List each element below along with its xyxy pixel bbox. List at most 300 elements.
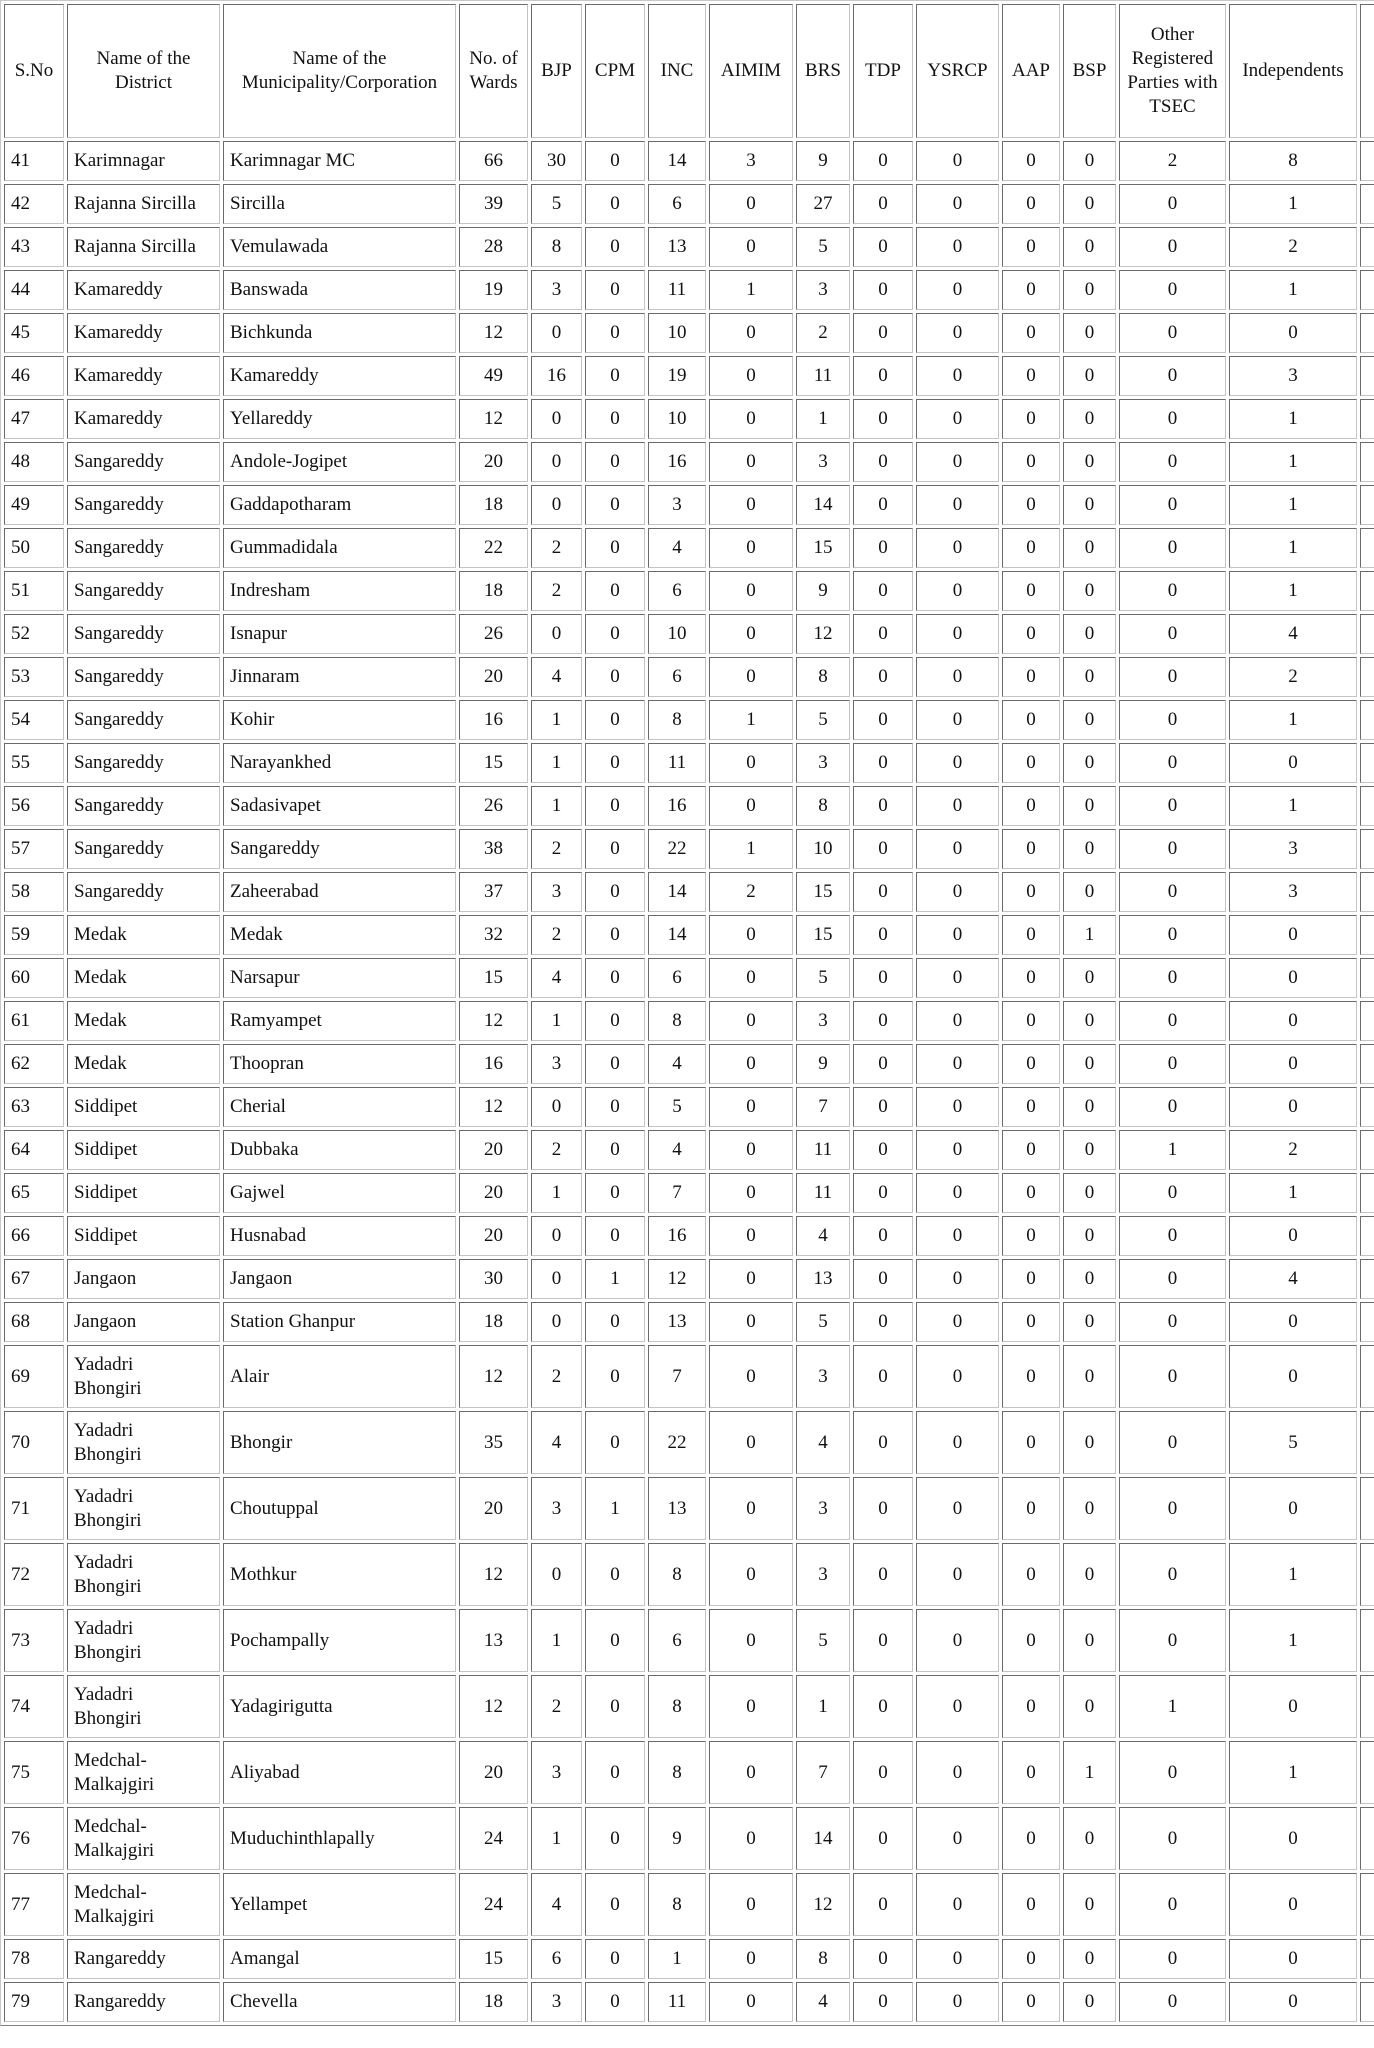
cell-aimim: 0 (709, 1411, 793, 1474)
cell-inc: 6 (648, 1609, 706, 1672)
cell-aimim: 0 (709, 1741, 793, 1804)
cell-tdp: 0 (853, 1001, 913, 1041)
cell-bjp: 0 (531, 442, 582, 482)
cell-cutoff-column (1360, 700, 1374, 740)
cell-brs: 14 (796, 1807, 850, 1870)
cell-aap: 0 (1002, 915, 1060, 955)
cell-ysrcp: 0 (916, 1259, 999, 1299)
header-cutoff-column (1360, 4, 1374, 138)
cell-tdp: 0 (853, 1259, 913, 1299)
cell-municipality: Pochampally (223, 1609, 456, 1672)
cell-bjp: 3 (531, 872, 582, 912)
cell-bsp: 0 (1063, 1675, 1116, 1738)
cell-wards: 20 (459, 657, 528, 697)
cell-tdp: 0 (853, 1741, 913, 1804)
cell-district: Jangaon (67, 1259, 220, 1299)
header-bjp: BJP (531, 4, 582, 138)
cell-other-parties: 1 (1119, 1675, 1226, 1738)
cell-independents: 1 (1229, 485, 1357, 525)
cell-bjp: 1 (531, 700, 582, 740)
cell-tdp: 0 (853, 657, 913, 697)
cell-brs: 4 (796, 1411, 850, 1474)
cell-bjp: 5 (531, 184, 582, 224)
cell-district: Medchal-Malkajgiri (67, 1873, 220, 1936)
cell-other-parties: 0 (1119, 614, 1226, 654)
cell-sno: 55 (4, 743, 64, 783)
cell-sno: 63 (4, 1087, 64, 1127)
cell-bsp: 0 (1063, 1982, 1116, 2022)
cell-brs: 3 (796, 1543, 850, 1606)
table-row (4, 700, 1374, 740)
cell-cutoff-column (1360, 657, 1374, 697)
cell-tdp: 0 (853, 1345, 913, 1408)
cell-ysrcp: 0 (916, 227, 999, 267)
header-bsp: BSP (1063, 4, 1116, 138)
cell-ysrcp: 0 (916, 184, 999, 224)
cell-independents: 0 (1229, 958, 1357, 998)
cell-ysrcp: 0 (916, 571, 999, 611)
cell-tdp: 0 (853, 1939, 913, 1979)
cell-municipality: Cherial (223, 1087, 456, 1127)
cell-bjp: 0 (531, 313, 582, 353)
cell-independents: 3 (1229, 872, 1357, 912)
cell-brs: 11 (796, 1173, 850, 1213)
cell-aimim: 0 (709, 1345, 793, 1408)
table-body (4, 141, 1374, 2022)
table-row (4, 657, 1374, 697)
cell-bjp: 3 (531, 270, 582, 310)
cell-aimim: 0 (709, 1173, 793, 1213)
cell-ysrcp: 0 (916, 1543, 999, 1606)
table-row (4, 743, 1374, 783)
cell-inc: 1 (648, 1939, 706, 1979)
cell-inc: 6 (648, 184, 706, 224)
cell-ysrcp: 0 (916, 485, 999, 525)
cell-cpm: 0 (585, 485, 645, 525)
cell-independents: 3 (1229, 829, 1357, 869)
cell-cutoff-column (1360, 1873, 1374, 1936)
cell-wards: 32 (459, 915, 528, 955)
cell-tdp: 0 (853, 872, 913, 912)
cell-bjp: 1 (531, 1001, 582, 1041)
cell-cpm: 0 (585, 1087, 645, 1127)
cell-inc: 7 (648, 1345, 706, 1408)
cell-bsp: 0 (1063, 958, 1116, 998)
cell-wards: 20 (459, 442, 528, 482)
cell-independents: 8 (1229, 141, 1357, 181)
cell-wards: 15 (459, 1939, 528, 1979)
table-row (4, 1477, 1374, 1540)
cell-bsp: 0 (1063, 1477, 1116, 1540)
cell-bsp: 0 (1063, 141, 1116, 181)
cell-aimim: 0 (709, 313, 793, 353)
cell-municipality: Gajwel (223, 1173, 456, 1213)
table-row (4, 356, 1374, 396)
cell-ysrcp: 0 (916, 1873, 999, 1936)
cell-aap: 0 (1002, 786, 1060, 826)
cell-ysrcp: 0 (916, 700, 999, 740)
cell-independents: 1 (1229, 528, 1357, 568)
cell-brs: 15 (796, 872, 850, 912)
cell-ysrcp: 0 (916, 1087, 999, 1127)
cell-cutoff-column (1360, 1173, 1374, 1213)
cell-aimim: 0 (709, 227, 793, 267)
cell-aap: 0 (1002, 356, 1060, 396)
cell-tdp: 0 (853, 915, 913, 955)
cell-inc: 9 (648, 1807, 706, 1870)
cell-aimim: 0 (709, 786, 793, 826)
cell-district: Medak (67, 1044, 220, 1084)
cell-cpm: 0 (585, 1543, 645, 1606)
cell-inc: 13 (648, 1477, 706, 1540)
cell-aimim: 2 (709, 872, 793, 912)
cell-municipality: Alair (223, 1345, 456, 1408)
cell-inc: 10 (648, 313, 706, 353)
cell-district: Jangaon (67, 1302, 220, 1342)
cell-cutoff-column (1360, 442, 1374, 482)
cell-wards: 12 (459, 1087, 528, 1127)
cell-municipality: Chevella (223, 1982, 456, 2022)
cell-municipality: Dubbaka (223, 1130, 456, 1170)
cell-municipality: Gaddapotharam (223, 485, 456, 525)
cell-bsp: 0 (1063, 743, 1116, 783)
header-brs: BRS (796, 4, 850, 138)
table-row (4, 485, 1374, 525)
cell-brs: 14 (796, 485, 850, 525)
cell-wards: 22 (459, 528, 528, 568)
cell-cpm: 0 (585, 915, 645, 955)
cell-ysrcp: 0 (916, 1411, 999, 1474)
cell-municipality: Medak (223, 915, 456, 955)
cell-sno: 57 (4, 829, 64, 869)
cell-municipality: Amangal (223, 1939, 456, 1979)
cell-other-parties: 0 (1119, 700, 1226, 740)
cell-brs: 3 (796, 1477, 850, 1540)
cell-district: Sangareddy (67, 614, 220, 654)
cell-aimim: 0 (709, 743, 793, 783)
cell-aap: 0 (1002, 1001, 1060, 1041)
cell-independents: 0 (1229, 313, 1357, 353)
cell-bjp: 0 (531, 1302, 582, 1342)
cell-cutoff-column (1360, 786, 1374, 826)
cell-tdp: 0 (853, 700, 913, 740)
cell-bsp: 1 (1063, 915, 1116, 955)
cell-cutoff-column (1360, 829, 1374, 869)
cell-tdp: 0 (853, 184, 913, 224)
cell-bjp: 3 (531, 1477, 582, 1540)
cell-municipality: Kamareddy (223, 356, 456, 396)
cell-ysrcp: 0 (916, 1173, 999, 1213)
cell-bjp: 1 (531, 1173, 582, 1213)
cell-sno: 51 (4, 571, 64, 611)
cell-tdp: 0 (853, 1216, 913, 1256)
cell-district: Sangareddy (67, 657, 220, 697)
cell-aap: 0 (1002, 1807, 1060, 1870)
cell-brs: 5 (796, 700, 850, 740)
cell-bjp: 0 (531, 1087, 582, 1127)
cell-ysrcp: 0 (916, 270, 999, 310)
cell-district: Karimnagar (67, 141, 220, 181)
cell-aap: 0 (1002, 1259, 1060, 1299)
cell-wards: 12 (459, 1001, 528, 1041)
table-row (4, 1216, 1374, 1256)
cell-other-parties: 1 (1119, 1130, 1226, 1170)
cell-cutoff-column (1360, 1345, 1374, 1408)
cell-cpm: 0 (585, 743, 645, 783)
cell-independents: 4 (1229, 614, 1357, 654)
cell-cutoff-column (1360, 1675, 1374, 1738)
cell-sno: 42 (4, 184, 64, 224)
cell-independents: 1 (1229, 1609, 1357, 1672)
cell-sno: 43 (4, 227, 64, 267)
cell-cpm: 0 (585, 958, 645, 998)
cell-cpm: 0 (585, 657, 645, 697)
cell-wards: 12 (459, 1675, 528, 1738)
cell-district: Yadadri Bhongiri (67, 1675, 220, 1738)
cell-sno: 41 (4, 141, 64, 181)
cell-bsp: 0 (1063, 442, 1116, 482)
header-ysrcp: YSRCP (916, 4, 999, 138)
header-district: Name of the District (67, 4, 220, 138)
header-cpm: CPM (585, 4, 645, 138)
cell-cpm: 0 (585, 1302, 645, 1342)
cell-sno: 59 (4, 915, 64, 955)
cell-other-parties: 0 (1119, 485, 1226, 525)
cell-district: Sangareddy (67, 528, 220, 568)
table-row (4, 1873, 1374, 1936)
cell-bsp: 0 (1063, 1302, 1116, 1342)
cell-tdp: 0 (853, 1411, 913, 1474)
cell-aap: 0 (1002, 528, 1060, 568)
cell-inc: 10 (648, 399, 706, 439)
cell-cutoff-column (1360, 399, 1374, 439)
cell-brs: 5 (796, 1609, 850, 1672)
table-row (4, 958, 1374, 998)
cell-district: Yadadri Bhongiri (67, 1543, 220, 1606)
cell-cpm: 0 (585, 571, 645, 611)
cell-bsp: 0 (1063, 1044, 1116, 1084)
cell-district: Medchal-Malkajgiri (67, 1741, 220, 1804)
cell-bjp: 6 (531, 1939, 582, 1979)
cell-brs: 9 (796, 1044, 850, 1084)
cell-bsp: 0 (1063, 1939, 1116, 1979)
cell-municipality: Isnapur (223, 614, 456, 654)
cell-brs: 2 (796, 313, 850, 353)
cell-municipality: Ramyampet (223, 1001, 456, 1041)
cell-district: Medak (67, 1001, 220, 1041)
cell-wards: 18 (459, 485, 528, 525)
cell-other-parties: 0 (1119, 571, 1226, 611)
cell-inc: 14 (648, 141, 706, 181)
cell-inc: 11 (648, 270, 706, 310)
cell-tdp: 0 (853, 1873, 913, 1936)
cell-district: Kamareddy (67, 313, 220, 353)
cell-cpm: 0 (585, 1044, 645, 1084)
cell-cpm: 1 (585, 1259, 645, 1299)
cell-tdp: 0 (853, 958, 913, 998)
cell-wards: 16 (459, 700, 528, 740)
table-row (4, 313, 1374, 353)
header-municipality: Name of the Municipality/Corporation (223, 4, 456, 138)
cell-cutoff-column (1360, 1741, 1374, 1804)
cell-tdp: 0 (853, 485, 913, 525)
table-row (4, 829, 1374, 869)
cell-bjp: 2 (531, 1345, 582, 1408)
table-row (4, 1173, 1374, 1213)
cell-bjp: 3 (531, 1982, 582, 2022)
cell-sno: 46 (4, 356, 64, 396)
cell-tdp: 0 (853, 1982, 913, 2022)
cell-ysrcp: 0 (916, 614, 999, 654)
cell-bsp: 0 (1063, 872, 1116, 912)
cell-independents: 1 (1229, 399, 1357, 439)
cell-district: Rangareddy (67, 1982, 220, 2022)
cell-other-parties: 0 (1119, 958, 1226, 998)
cell-cutoff-column (1360, 1807, 1374, 1870)
cell-tdp: 0 (853, 1302, 913, 1342)
cell-inc: 8 (648, 1543, 706, 1606)
cell-cutoff-column (1360, 1259, 1374, 1299)
cell-sno: 61 (4, 1001, 64, 1041)
cell-aap: 0 (1002, 270, 1060, 310)
cell-district: Medchal-Malkajgiri (67, 1807, 220, 1870)
cell-brs: 12 (796, 614, 850, 654)
cell-cpm: 0 (585, 1982, 645, 2022)
cell-bsp: 0 (1063, 1411, 1116, 1474)
cell-ysrcp: 0 (916, 1741, 999, 1804)
cell-sno: 71 (4, 1477, 64, 1540)
cell-ysrcp: 0 (916, 1939, 999, 1979)
cell-other-parties: 0 (1119, 227, 1226, 267)
cell-bsp: 0 (1063, 829, 1116, 869)
cell-bsp: 0 (1063, 1345, 1116, 1408)
cell-inc: 16 (648, 1216, 706, 1256)
cell-cutoff-column (1360, 356, 1374, 396)
cell-aap: 0 (1002, 1477, 1060, 1540)
cell-bsp: 0 (1063, 1216, 1116, 1256)
cell-cutoff-column (1360, 743, 1374, 783)
cell-other-parties: 0 (1119, 786, 1226, 826)
cell-ysrcp: 0 (916, 1130, 999, 1170)
cell-cpm: 0 (585, 1216, 645, 1256)
cell-other-parties: 0 (1119, 1302, 1226, 1342)
cell-ysrcp: 0 (916, 528, 999, 568)
table-row (4, 1807, 1374, 1870)
cell-aap: 0 (1002, 743, 1060, 783)
cell-inc: 4 (648, 528, 706, 568)
cell-sno: 47 (4, 399, 64, 439)
cell-cpm: 0 (585, 1675, 645, 1738)
cell-independents: 0 (1229, 915, 1357, 955)
cell-tdp: 0 (853, 1044, 913, 1084)
cell-wards: 24 (459, 1807, 528, 1870)
table-row (4, 1675, 1374, 1738)
header-aimim: AIMIM (709, 4, 793, 138)
cell-cpm: 0 (585, 227, 645, 267)
cell-brs: 5 (796, 1302, 850, 1342)
cell-municipality: Vemulawada (223, 227, 456, 267)
cell-inc: 13 (648, 227, 706, 267)
cell-aap: 0 (1002, 872, 1060, 912)
cell-aimim: 0 (709, 1609, 793, 1672)
cell-independents: 1 (1229, 700, 1357, 740)
cell-bsp: 0 (1063, 528, 1116, 568)
cell-sno: 53 (4, 657, 64, 697)
cell-cutoff-column (1360, 141, 1374, 181)
cell-wards: 37 (459, 872, 528, 912)
cell-sno: 54 (4, 700, 64, 740)
table-row (4, 1609, 1374, 1672)
cell-independents: 1 (1229, 571, 1357, 611)
cell-ysrcp: 0 (916, 872, 999, 912)
cell-aimim: 1 (709, 829, 793, 869)
cell-tdp: 0 (853, 786, 913, 826)
cell-tdp: 0 (853, 1675, 913, 1738)
cell-ysrcp: 0 (916, 1345, 999, 1408)
cell-independents: 0 (1229, 1873, 1357, 1936)
cell-district: Sangareddy (67, 829, 220, 869)
cell-aap: 0 (1002, 1675, 1060, 1738)
cell-independents: 1 (1229, 1543, 1357, 1606)
cell-aimim: 0 (709, 1939, 793, 1979)
cell-cpm: 0 (585, 1741, 645, 1804)
cell-brs: 3 (796, 270, 850, 310)
cell-sno: 74 (4, 1675, 64, 1738)
cell-district: Sangareddy (67, 485, 220, 525)
cell-district: Medak (67, 958, 220, 998)
cell-ysrcp: 0 (916, 958, 999, 998)
cell-other-parties: 0 (1119, 356, 1226, 396)
cell-other-parties: 0 (1119, 1609, 1226, 1672)
cell-cutoff-column (1360, 184, 1374, 224)
cell-brs: 9 (796, 141, 850, 181)
cell-inc: 11 (648, 743, 706, 783)
cell-sno: 69 (4, 1345, 64, 1408)
cell-tdp: 0 (853, 399, 913, 439)
cell-brs: 7 (796, 1741, 850, 1804)
cell-inc: 5 (648, 1087, 706, 1127)
cell-ysrcp: 0 (916, 1807, 999, 1870)
cell-inc: 16 (648, 442, 706, 482)
cell-wards: 35 (459, 1411, 528, 1474)
cell-wards: 49 (459, 356, 528, 396)
cell-sno: 60 (4, 958, 64, 998)
cell-aap: 0 (1002, 700, 1060, 740)
cell-bjp: 2 (531, 829, 582, 869)
cell-bsp: 0 (1063, 1001, 1116, 1041)
cell-wards: 39 (459, 184, 528, 224)
cell-cpm: 0 (585, 141, 645, 181)
cell-aimim: 0 (709, 614, 793, 654)
cell-aap: 0 (1002, 1302, 1060, 1342)
table-row (4, 227, 1374, 267)
cell-district: Rajanna Sircilla (67, 227, 220, 267)
cell-bsp: 0 (1063, 270, 1116, 310)
cell-sno: 48 (4, 442, 64, 482)
cell-tdp: 0 (853, 270, 913, 310)
cell-brs: 3 (796, 442, 850, 482)
cell-tdp: 0 (853, 1543, 913, 1606)
cell-other-parties: 0 (1119, 1543, 1226, 1606)
cell-cpm: 0 (585, 786, 645, 826)
cell-wards: 19 (459, 270, 528, 310)
cell-inc: 10 (648, 614, 706, 654)
cell-independents: 0 (1229, 1302, 1357, 1342)
cell-tdp: 0 (853, 829, 913, 869)
cell-cutoff-column (1360, 1609, 1374, 1672)
cell-independents: 1 (1229, 270, 1357, 310)
cell-bjp: 4 (531, 657, 582, 697)
